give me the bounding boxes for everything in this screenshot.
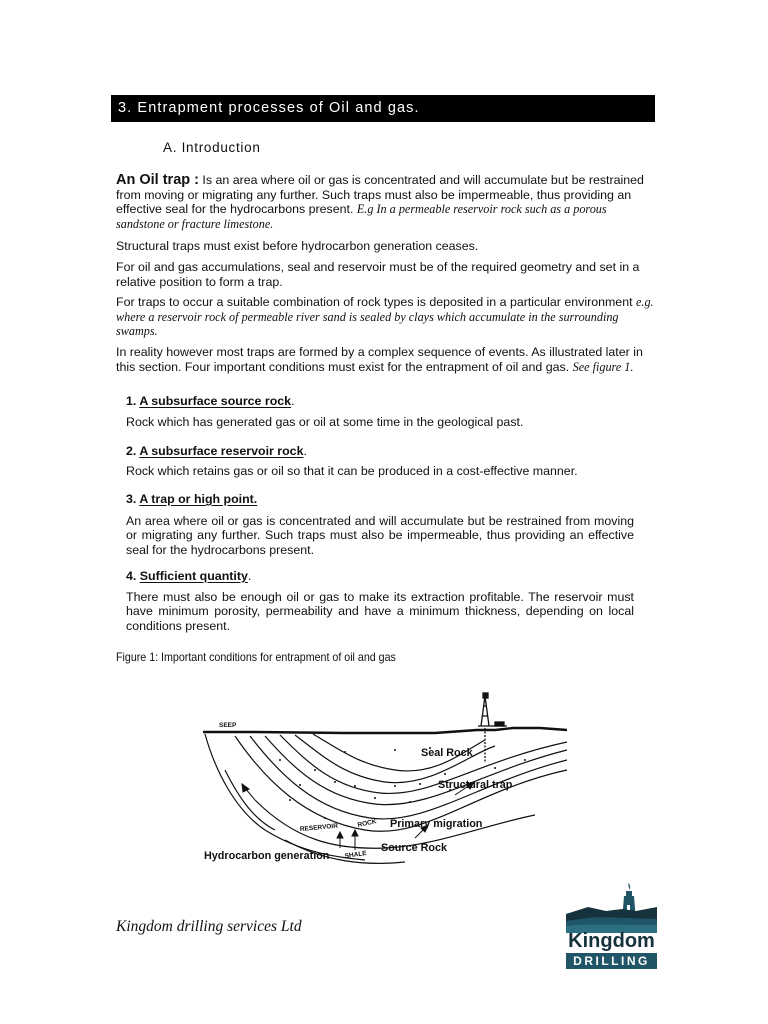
accumulations-paragraph: For oil and gas accumulations, seal and reservoir must be of the required geometry and set in a relative position to form a trap. bbox=[116, 260, 640, 289]
logo-graphic bbox=[566, 881, 657, 933]
section-title: 3. Entrapment processes of Oil and gas. bbox=[118, 100, 420, 116]
layer-line bbox=[225, 770, 275, 830]
condition-title: A subsurface source rock bbox=[139, 394, 292, 408]
figure-reference: See figure 1. bbox=[572, 359, 634, 374]
traps-occur-text: For traps to occur a suitable combination of rock types is deposited in a particular environment bbox=[116, 295, 636, 309]
oil-trap-term: An Oil trap : bbox=[116, 172, 199, 188]
kingdom-drilling-logo bbox=[566, 881, 657, 970]
oil-trap-example: E.g In a permeable reservoir rock such as a porous sandstone or fracture limestone. bbox=[116, 202, 607, 231]
condition-2-body: Rock which retains gas or oil so that it can be produced in a cost-effective manner. bbox=[126, 464, 578, 478]
reality-paragraph bbox=[116, 345, 656, 374]
condition-number: 1. bbox=[126, 394, 140, 408]
rock-label: ROCK bbox=[356, 818, 378, 829]
condition-title: Sufficient quantity bbox=[139, 569, 248, 583]
condition-2-heading bbox=[126, 444, 307, 458]
logo-wordmark: Kingdom bbox=[568, 930, 655, 952]
condition-3-body: An area where oil or gas is concentrated and will accumulate but be restrained from moving or migrating any further. Such traps must also be impermeable, thus providing an effective seal for the hydrocarbons present. bbox=[126, 514, 634, 557]
condition-suffix: . bbox=[291, 394, 295, 408]
structural-trap-label: Structural trap bbox=[438, 779, 513, 791]
ground-surface bbox=[203, 728, 567, 733]
condition-suffix: . bbox=[247, 569, 252, 583]
reality-text: In reality however most traps are formed by a complex sequence of events. As illustrated later in this section. Four important conditions must exist for the entrapment of oil and gas. bbox=[116, 345, 643, 374]
condition-title: A subsurface reservoir rock bbox=[139, 444, 304, 458]
condition-number: 4. bbox=[126, 569, 140, 583]
seep-label: SEEP bbox=[219, 722, 237, 729]
shale-label: SHALE bbox=[344, 849, 368, 860]
condition-suffix: . bbox=[303, 444, 307, 458]
condition-1-heading bbox=[126, 394, 295, 408]
figure-caption: Figure 1: Important conditions for entrapment of oil and gas bbox=[116, 651, 396, 664]
logo-subtitle: DRILLING bbox=[566, 953, 657, 969]
intro-heading: A. Introduction bbox=[163, 140, 261, 155]
hydrocarbon-generation-label: Hydrocarbon generation bbox=[204, 850, 330, 862]
oil-trap-paragraph bbox=[116, 173, 656, 231]
seal-rock-label: Seal Rock bbox=[421, 747, 473, 759]
condition-4-body: There must also be enough oil or gas to make its extraction profitable. The reservoir must have minimum porosity, permeability and have a minimum thickness, depending on local conditions present. bbox=[126, 590, 634, 633]
primary-migration-label: Primary migration bbox=[390, 818, 483, 830]
condition-number: 3. bbox=[126, 492, 140, 506]
trap-cross-section-diagram bbox=[195, 690, 575, 875]
traps-occur-example: e.g. where a reservoir rock of permeable river sand is sealed by clays which accumulate in the surrounding swamps. bbox=[116, 295, 654, 339]
condition-title: A trap or high point. bbox=[139, 492, 258, 506]
condition-4-heading bbox=[126, 569, 251, 583]
footer-company-name: Kingdom drilling services Ltd bbox=[116, 918, 302, 935]
reservoir-label: RESERVOIR bbox=[299, 822, 339, 833]
layer-line bbox=[250, 736, 567, 819]
traps-occur-paragraph bbox=[116, 295, 656, 339]
layer-line bbox=[280, 735, 567, 793]
structural-traps-paragraph: Structural traps must exist before hydrocarbon generation ceases. bbox=[116, 239, 479, 253]
condition-1-body: Rock which has generated gas or oil at some time in the geological past. bbox=[126, 415, 524, 429]
oil-trap-text: Is an area where oil or gas is concentrated and will accumulate but be restrained from moving or migrating any further. Such traps must also be impermeable, thus providing an effective seal for the hydrocarbons present. bbox=[116, 173, 644, 217]
source-rock-label: Source Rock bbox=[381, 842, 448, 854]
condition-number: 2. bbox=[126, 444, 140, 458]
section-title-banner bbox=[111, 95, 655, 122]
condition-3-heading bbox=[126, 492, 257, 506]
